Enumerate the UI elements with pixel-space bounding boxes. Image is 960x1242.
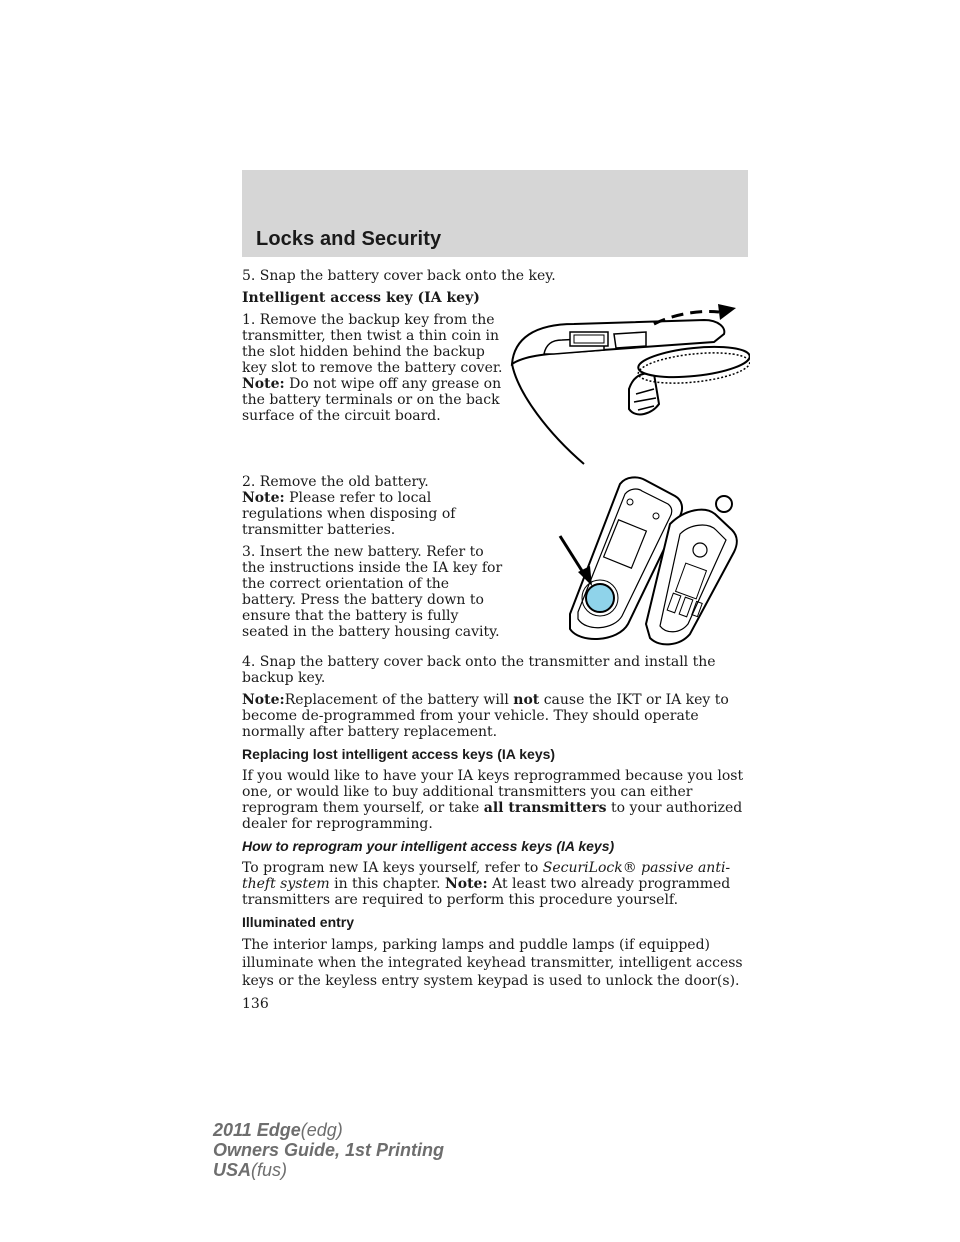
reprogram-text-1: To program new IA keys yourself, refer to [242, 860, 543, 876]
note-emphasis: not [513, 692, 540, 708]
footer-market-code: (fus) [251, 1160, 288, 1180]
battery-shape [586, 584, 614, 612]
step-4: 4. Snap the battery cover back onto the transmitter and install the backup key. [242, 654, 716, 686]
footer-model: 2011 Edge [213, 1120, 301, 1140]
note-label: Note: [242, 490, 285, 506]
reprogram-text-2: in this chapter. [334, 876, 445, 892]
step-2: 2. Remove the old battery. [242, 474, 429, 490]
securilock-reference: SecuriLock® passive anti-theft system [242, 860, 731, 892]
footer [213, 1120, 444, 1180]
footer-model-code: (edg) [300, 1120, 343, 1140]
reprogram-heading: How to reprogram your intelligent access keys (IA keys) [242, 838, 615, 854]
note-text-2: cause the IKT or IA key to become de-programmed from your vehicle. They should operate normally after battery replacement. [242, 692, 729, 740]
illuminated-entry-text: The interior lamps, parking lamps and puddle lamps (if equipped) illuminate when the integrated keyhead transmitter, intelligent access keys or the keyless entry system keypad is used to unlock the door(s). [242, 937, 743, 989]
footer-line-3 [213, 1160, 444, 1180]
ia-key-heading: Intelligent access key (IA key) [242, 290, 480, 306]
note-label: Note: [444, 876, 488, 892]
replacing-text-1: If you would like to have your IA keys reprogrammed because you lost one, or would like to buy additional transmitters you can either reprogram them yourself, or take [242, 768, 744, 816]
note-label: Note: [242, 376, 285, 392]
illuminated-entry-heading: Illuminated entry [242, 914, 355, 930]
figure-row-2 [242, 474, 750, 650]
note-text-1: Replacement of the battery will [284, 692, 514, 708]
page-number: 136 [242, 996, 269, 1012]
note-text: Do not wipe off any grease on the battery terminals or on the back surface of the circuit board. [242, 376, 502, 424]
battery-insertion-illustration [520, 474, 750, 650]
replacing-emphasis: all transmitters [483, 800, 607, 816]
figure-row-1-text [242, 312, 504, 430]
note-label: Note: [242, 692, 285, 708]
replacing-keys-heading: Replacing lost intelligent access keys (IA keys) [242, 746, 556, 762]
note-3 [242, 692, 750, 740]
figure-row-1 [242, 312, 750, 470]
note-text: Please refer to local regulations when disposing of transmitter batteries. [242, 490, 456, 538]
figure-row-2-text [242, 474, 504, 646]
step-1: 1. Remove the backup key from the transmitter, then twist a thin coin in the slot hidden behind the backup key slot to remove the battery cover. [242, 312, 503, 376]
replacing-keys-text [242, 768, 750, 832]
footer-market: USA [213, 1160, 252, 1180]
battery-cover-removal-illustration [504, 294, 750, 470]
section-title: Locks and Security [256, 228, 442, 250]
replacing-text-2: to your authorized dealer for reprogramming. [242, 800, 743, 832]
page-content [242, 268, 750, 1012]
reprogram-text [242, 860, 750, 908]
note-2 [242, 490, 504, 538]
step-3: 3. Insert the new battery. Refer to the instructions inside the IA key for the correct orientation of the battery. Press the battery down to ensure that the battery is fully seated in the battery housing cavity. [242, 544, 503, 640]
footer-line-2: Owners Guide, 1st Printing [213, 1140, 445, 1160]
step-5: 5. Snap the battery cover back onto the key. [242, 268, 556, 284]
note-1 [242, 376, 504, 424]
footer-line-1 [213, 1120, 444, 1140]
reprogram-note-text: At least two already programmed transmitters are required to perform this procedure yourself. [242, 876, 731, 908]
